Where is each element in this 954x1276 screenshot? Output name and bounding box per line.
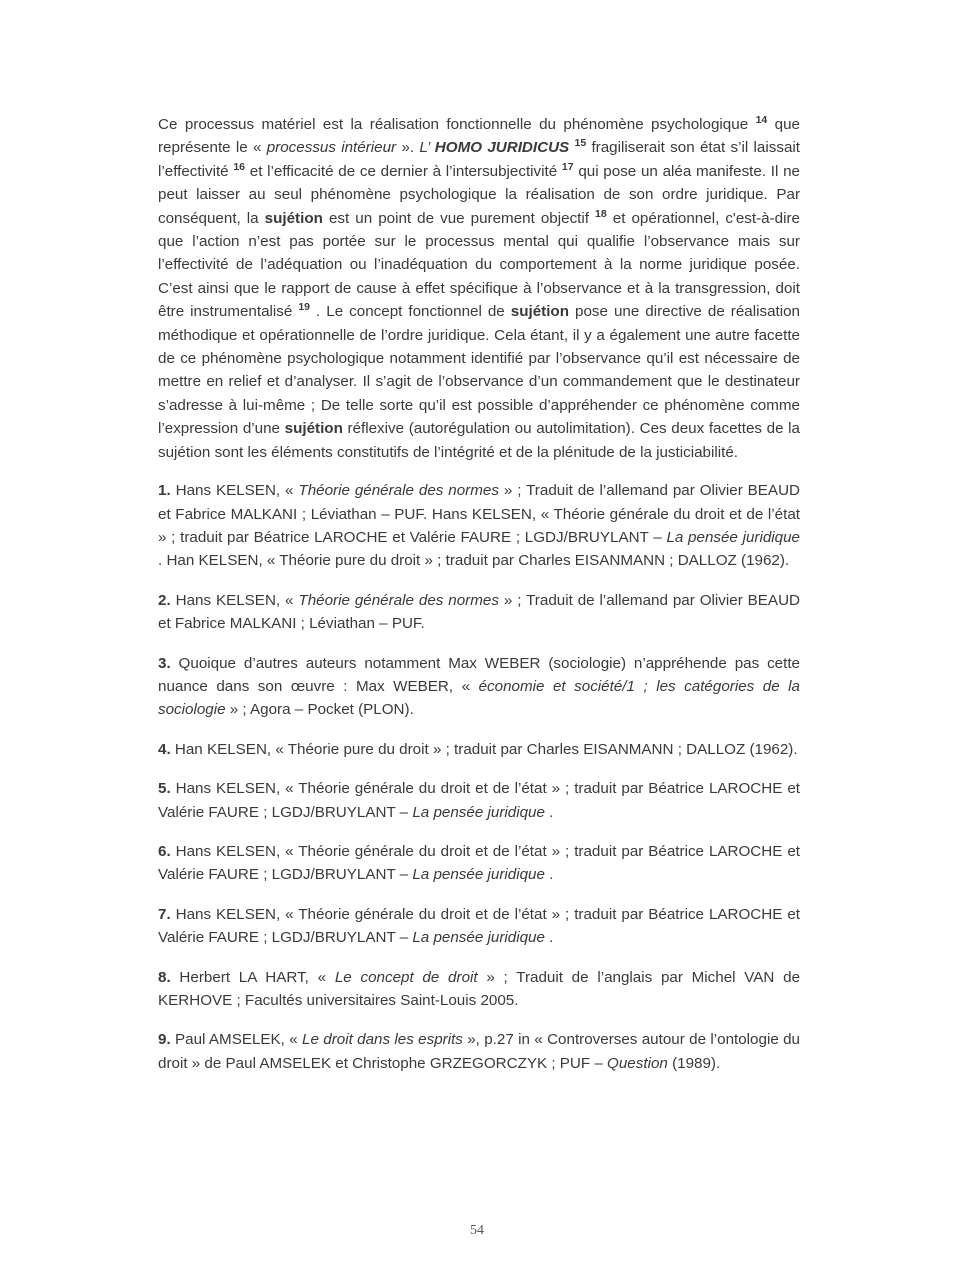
footnote-number: 5. xyxy=(158,780,171,798)
italic-text: Le droit dans les esprits xyxy=(302,1031,463,1049)
italic-text: Théorie générale des normes xyxy=(298,482,499,500)
footnote-7: 7. Hans KELSEN, « Théorie générale du droit et de l’état » ; traduit par Béatrice LAROCHE et Valérie FAURE ; LGDJ/BRUYLANT – La pensée juridique . xyxy=(158,905,800,947)
footnote-9: 9. Paul AMSELEK, « Le droit dans les esprits », p.27 in « Controverses autour de l’ontologie du droit » de Paul AMSELEK et Christophe GRZEGORCZYK ; PUF – Question (1989). xyxy=(158,1031,800,1072)
footnote-number: 3. xyxy=(158,654,171,672)
main-paragraph: Ce processus matériel est la réalisation fonctionnelle du phénomène psychologique $^{14}$ que représente le « processus intérieur ». L’ HOMO JURIDICUS $^{15}$ fragiliserait son état s’il laissait l’effectivité $^{16}$ et l’efficacité de ce dernier à l’intersubjectivité $^{17}$ qui pose un aléa manifeste. Il ne peut laisser au seul phénomène psychologique la réalisation de son ordre juridique. Par conséquent, la sujétion est un point de vue purement objectif $^{18}$ et opérationnel, c'est-à-dire que l’action n’est pas portée sur le processus mental qui qualifie l’observance mais sur l’effectivité de l’adéquation ou l’inadéquation du comportement à la norme juridique posée. C’est ainsi que le rapport de cause à effet spécifique à l’observance et à la transgression, doit être instrumentalisé $^{19}$ . Le concept fonctionnel de sujétion pose une directive de réalisation méthodique et opérationnelle de l’ordre juridique. Cela étant, il y a également une autre facette de ce phénomène psychologique notamment identifié par l’observance qu’il est nécessaire de mettre en relief et d’analyser. Il s’agit de l’observance d’un commandement que le destinateur s’adresse à lui-même ; De telle sorte qu’il est possible d’appréhender ce phénomène comme l’expression d’une sujétion réflexive (autorégulation ou autolimitation). Ces deux facettes de la sujétion sont les éléments constitutifs de l’intégrité et de la plénitude de la justiciabilité. xyxy=(158,114,801,461)
footnote-3: 3. Quoique d’autres auteurs notamment Max WEBER (sociologie) n’appréhende pas cette nuance dans son œuvre : Max WEBER, « économie et société/1 ; les catégories de la sociologie » ; Agora – Pocket (PLON). xyxy=(158,654,801,719)
document-page xyxy=(158,113,800,1091)
footnote-6: 6. Hans KELSEN, « Théorie générale du droit et de l’état » ; traduit par Béatrice LAROCHE et Valérie FAURE ; LGDJ/BRUYLANT – La pensée juridique . xyxy=(158,842,800,884)
footnote-number: 7. xyxy=(158,905,171,923)
footnote-number: 2. xyxy=(158,591,171,609)
bold-italic-term: HOMO JURIDICUS xyxy=(434,139,570,157)
footnote-reference: 16 xyxy=(233,160,246,173)
footnote-number: 4. xyxy=(158,740,171,758)
footnote-reference: 18 xyxy=(595,207,607,220)
italic-text: La pensée juridique xyxy=(412,929,545,947)
footnote-number: 9. xyxy=(158,1031,171,1049)
footnote-number: 6. xyxy=(158,842,171,860)
italic-text: La pensée juridique xyxy=(412,866,545,884)
bold-term: sujétion xyxy=(284,420,343,438)
footnote-number: 1. xyxy=(158,482,171,500)
italic-text: processus intérieur xyxy=(266,139,397,157)
page-number: 54 xyxy=(470,1223,484,1238)
italic-text: La pensée juridique xyxy=(412,803,545,821)
footnote-reference: 15 xyxy=(574,137,587,150)
italic-text: Théorie générale des normes xyxy=(298,591,499,609)
footnote-2: 2. Hans KELSEN, « Théorie générale des normes » ; Traduit de l’allemand par Olivier BEAUD et Fabrice MALKANI ; Léviathan – PUF. xyxy=(158,591,800,633)
bold-term: sujétion xyxy=(510,303,569,321)
italic-text: L’ xyxy=(419,139,435,157)
italic-text: La pensée juridique xyxy=(666,528,800,546)
footnote-8: 8. Herbert LA HART, « Le concept de droit » ; Traduit de l’anglais par Michel VAN de KERHOVE ; Facultés universitaires Saint-Louis 2005. xyxy=(158,968,801,1009)
footnote-reference: 19 xyxy=(298,301,311,314)
bold-term: sujétion xyxy=(264,209,323,227)
footnote-5: 5. Hans KELSEN, « Théorie générale du droit et de l’état » ; traduit par Béatrice LAROCHE et Valérie FAURE ; LGDJ/BRUYLANT – La pensée juridique . xyxy=(158,780,800,821)
footnote-reference: 17 xyxy=(561,160,574,173)
footnote-4: 4. Han KELSEN, « Théorie pure du droit » ; traduit par Charles EISANMANN ; DALLOZ (1962). xyxy=(158,740,798,758)
italic-text: économie et société/1 ; les catégories de la sociologie xyxy=(158,677,801,719)
footnote-1: 1. Hans KELSEN, « Théorie générale des normes » ; Traduit de l’allemand par Olivier BEAUD et Fabrice MALKANI ; Léviathan – PUF. Hans KELSEN, « Théorie générale du droit et de l’état » ; traduit par Béatrice LAROCHE et Valérie FAURE ; LGDJ/BRUYLANT – La pensée juridique . Han KELSEN, « Théorie pure du droit » ; traduit par Charles EISANMANN ; DALLOZ (1962). xyxy=(158,482,800,570)
italic-text: Le concept de droit xyxy=(334,968,478,986)
footnote-number: 8. xyxy=(158,968,171,986)
italic-text: Question xyxy=(607,1054,668,1072)
footnotes-list xyxy=(158,479,800,1075)
footnote-reference: 14 xyxy=(755,114,768,126)
